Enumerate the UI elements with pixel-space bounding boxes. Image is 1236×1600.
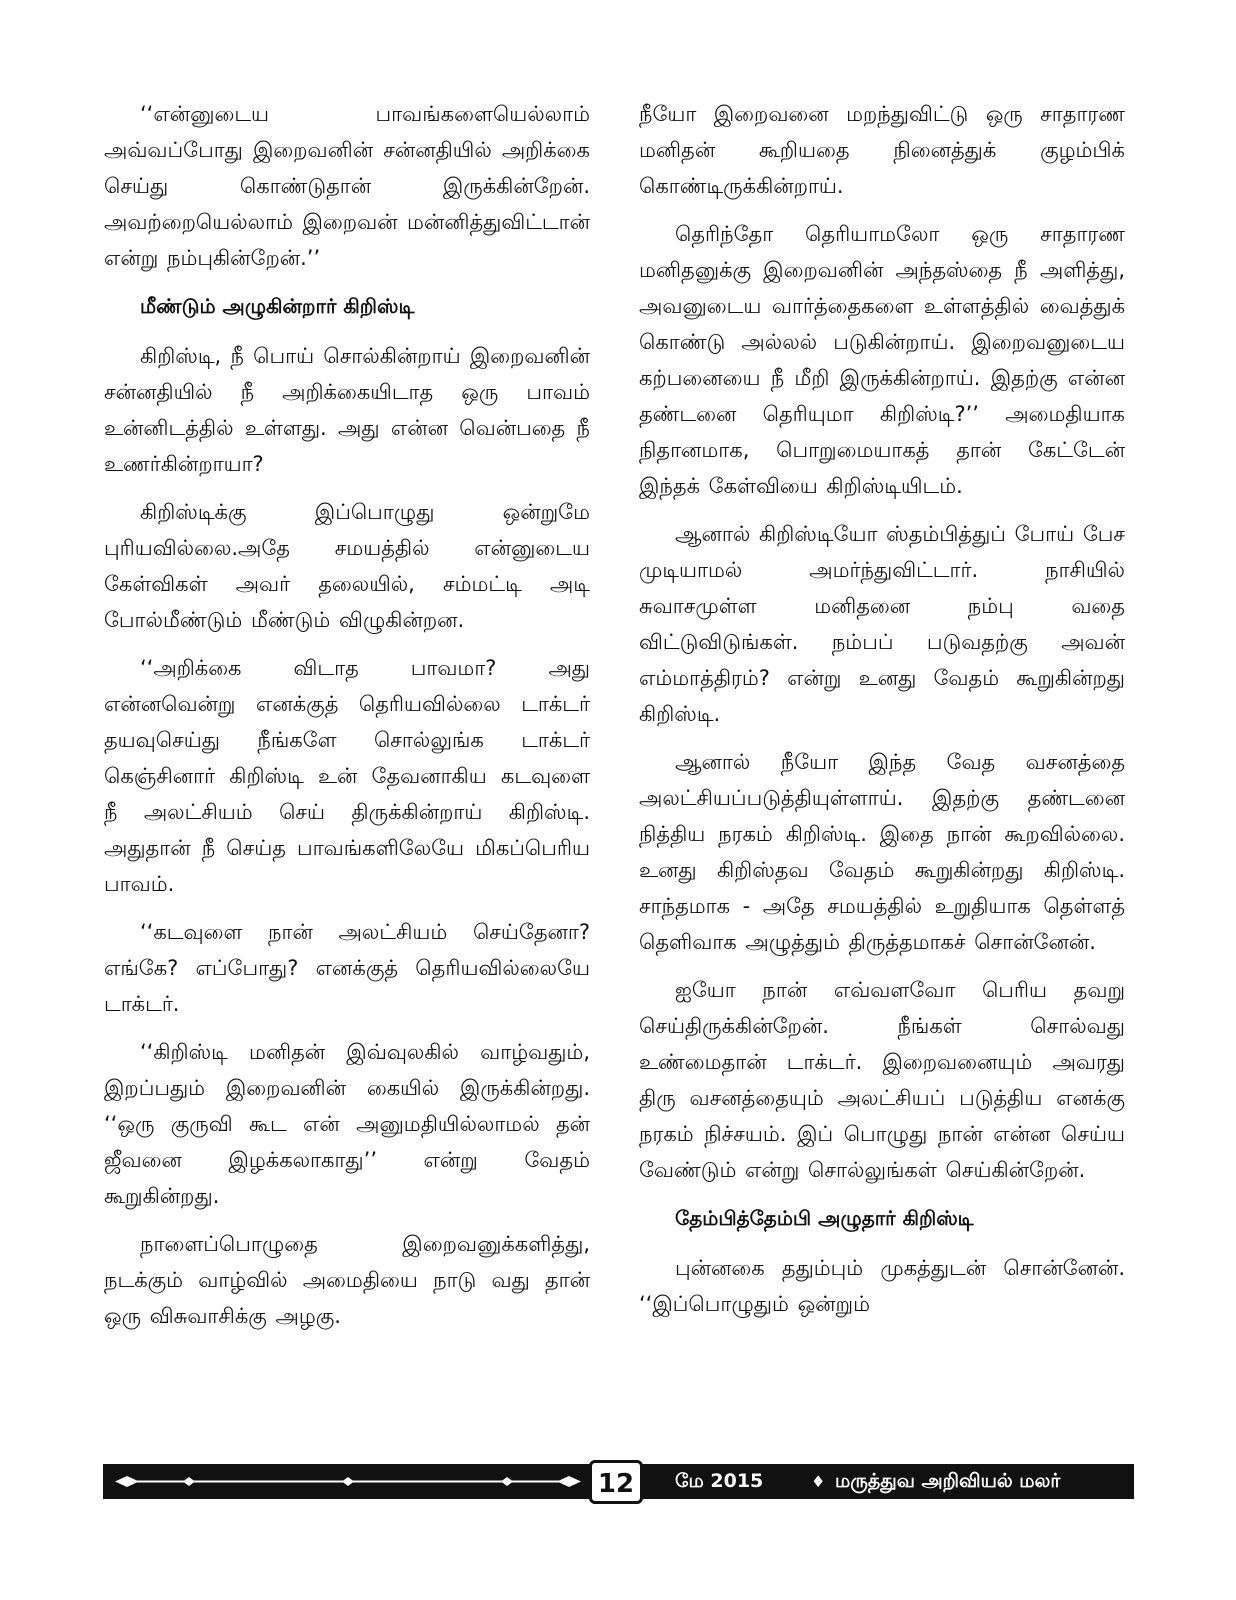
diamond-icon: ♦: [811, 1472, 826, 1491]
paragraph: ஐயோ நான் எவ்வளவோ பெரிய தவறு செய்திருக்கின்றேன். நீங்கள் சொல்வது உண்மைதான் டாக்டர். இறைவனையும் அவரது திரு வசனத்தையும் அலட்சியப் படுத்திய எனக்கு நரகம் நிச்சயம். இப் பொழுது நான் என்ன செய்ய வேண்டும் என்று சொல்லுங்கள் செய்கின்றேன்.: [639, 978, 1125, 1182]
page-number: 12: [589, 1460, 643, 1504]
paragraph: ‘‘கடவுளை நான் அலட்சியம் செய்தேனா? எங்கே? எப்போது? எனக்குத் தெரியவில்லையே டாக்டர்.: [104, 920, 590, 1016]
magazine-title: மருத்துவ அறிவியல் மலர்: [835, 1470, 1061, 1492]
section-heading: மீண்டும் அழுகின்றார் கிறிஸ்டி: [140, 294, 415, 318]
paragraph: நீயோ இறைவனை மறந்துவிட்டு ஒரு சாதாரண மனிதன் கூறியதை நினைத்துக் குழம்பிக் கொண்டிருக்கின்றாய்.: [639, 102, 1125, 198]
issue-date: மே 2015: [675, 1470, 764, 1492]
paragraph: ஆனால் கிறிஸ்டியோ ஸ்தம்பித்துப் போய் பேச முடியாமல் அமர்ந்துவிட்டார். நாசியில் சுவாசமுள்ள மனிதனை நம்பு வதை விட்டுவிடுங்கள். நம்பப் படுவதற்கு அவன் எம்மாத்திரம்? என்று உனது வேதம் கூறுகின்றது கிறிஸ்டி.: [639, 522, 1125, 726]
left-column: [104, 96, 590, 1346]
page-footer: [103, 1464, 1134, 1499]
footer-ornament-icon: [113, 1464, 583, 1499]
paragraph: நாளைப்பொழுதை இறைவனுக்களித்து, நடக்கும் வாழ்வில் அமைதியை நாடு வது தான் ஒரு விசுவாசிக்கு அழகு.: [104, 1232, 590, 1328]
section-heading: தேம்பித்தேம்பி அழுதார் கிறிஸ்டி: [675, 1206, 974, 1230]
paragraph: ‘‘அறிக்கை விடாத பாவமா? அது என்னவென்று எனக்குத் தெரியவில்லை டாக்டர் தயவுசெய்து நீங்களே சொல்லுங்க டாக்டர் கெஞ்சினார் கிறிஸ்டி உன் தேவனாகிய கடவுளை நீ அலட்சியம் செய் திருக்கின்றாய் கிறிஸ்டி. அதுதான் நீ செய்த பாவங்களிலேயே மிகப்பெரிய பாவம்.: [104, 656, 590, 896]
paragraph: ‘‘கிறிஸ்டி மனிதன் இவ்வுலகில் வாழ்வதும், இறப்பதும் இறைவனின் கையில் இருக்கின்றது. ‘‘ஒரு குருவி கூட என் அனுமதியில்லாமல் தன் ஜீவனை இழக்கலாகாது’’ என்று வேதம் கூறுகின்றது.: [104, 1040, 590, 1208]
paragraph: ஆனால் நீயோ இந்த வேத வசனத்தை அலட்சியப்படுத்தியுள்ளாய். இதற்கு தண்டனை நித்திய நரகம் கிறிஸ்டி. இதை நான் கூறவில்லை. உனது கிறிஸ்தவ வேதம் கூறுகின்றது கிறிஸ்டி. சாந்தமாக - அதே சமயத்தில் உறுதியாக தெள்ளத் தெளிவாக அழுத்தும் திருத்தமாகச் சொன்னேன்.: [639, 750, 1125, 954]
paragraph: ‘‘என்னுடைய பாவங்களையெல்லாம் அவ்வப்போது இறைவனின் சன்னதியில் அறிக்கை செய்து கொண்டுதான் இருக்கின்றேன். அவற்றையெல்லாம் இறைவன் மன்னித்துவிட்டான் என்று நம்புகின்றேன்.’’: [104, 102, 590, 270]
paragraph: தெரிந்தோ தெரியாமலோ ஒரு சாதாரண மனிதனுக்கு இறைவனின் அந்தஸ்தை நீ அளித்து, அவனுடைய வார்த்தைகளை உள்ளத்தில் வைத்துக் கொண்டு அல்லல் படுகின்றாய். இறைவனுடைய கற்பனையை நீ மீறி இருக்கின்றாய். இதற்கு என்ன தண்டனை தெரியுமா கிறிஸ்டி?’’ அமைதியாக நிதானமாக, பொறுமையாகத் தான் கேட்டேன் இந்தக் கேள்வியை கிறிஸ்டியிடம்.: [639, 222, 1125, 498]
paragraph: கிறிஸ்டி, நீ பொய் சொல்கின்றாய் இறைவனின் சன்னதியில் நீ அறிக்கையிடாத ஒரு பாவம் உன்னிடத்தில் உள்ளது. அது என்ன வென்பதை நீ உணர்கின்றாயா?: [104, 344, 590, 476]
paragraph: கிறிஸ்டிக்கு இப்பொழுது ஒன்றுமே புரியவில்லை.அதே சமயத்தில் என்னுடைய கேள்விகள் அவர் தலையில், சம்மட்டி அடி போல்மீண்டும் மீண்டும் விழுகின்றன.: [104, 500, 590, 632]
paragraph: புன்னகை ததும்பும் முகத்துடன் சொன்னேன். ‘‘இப்பொழுதும் ஒன்றும்: [639, 1256, 1125, 1316]
right-column: [639, 96, 1125, 1334]
